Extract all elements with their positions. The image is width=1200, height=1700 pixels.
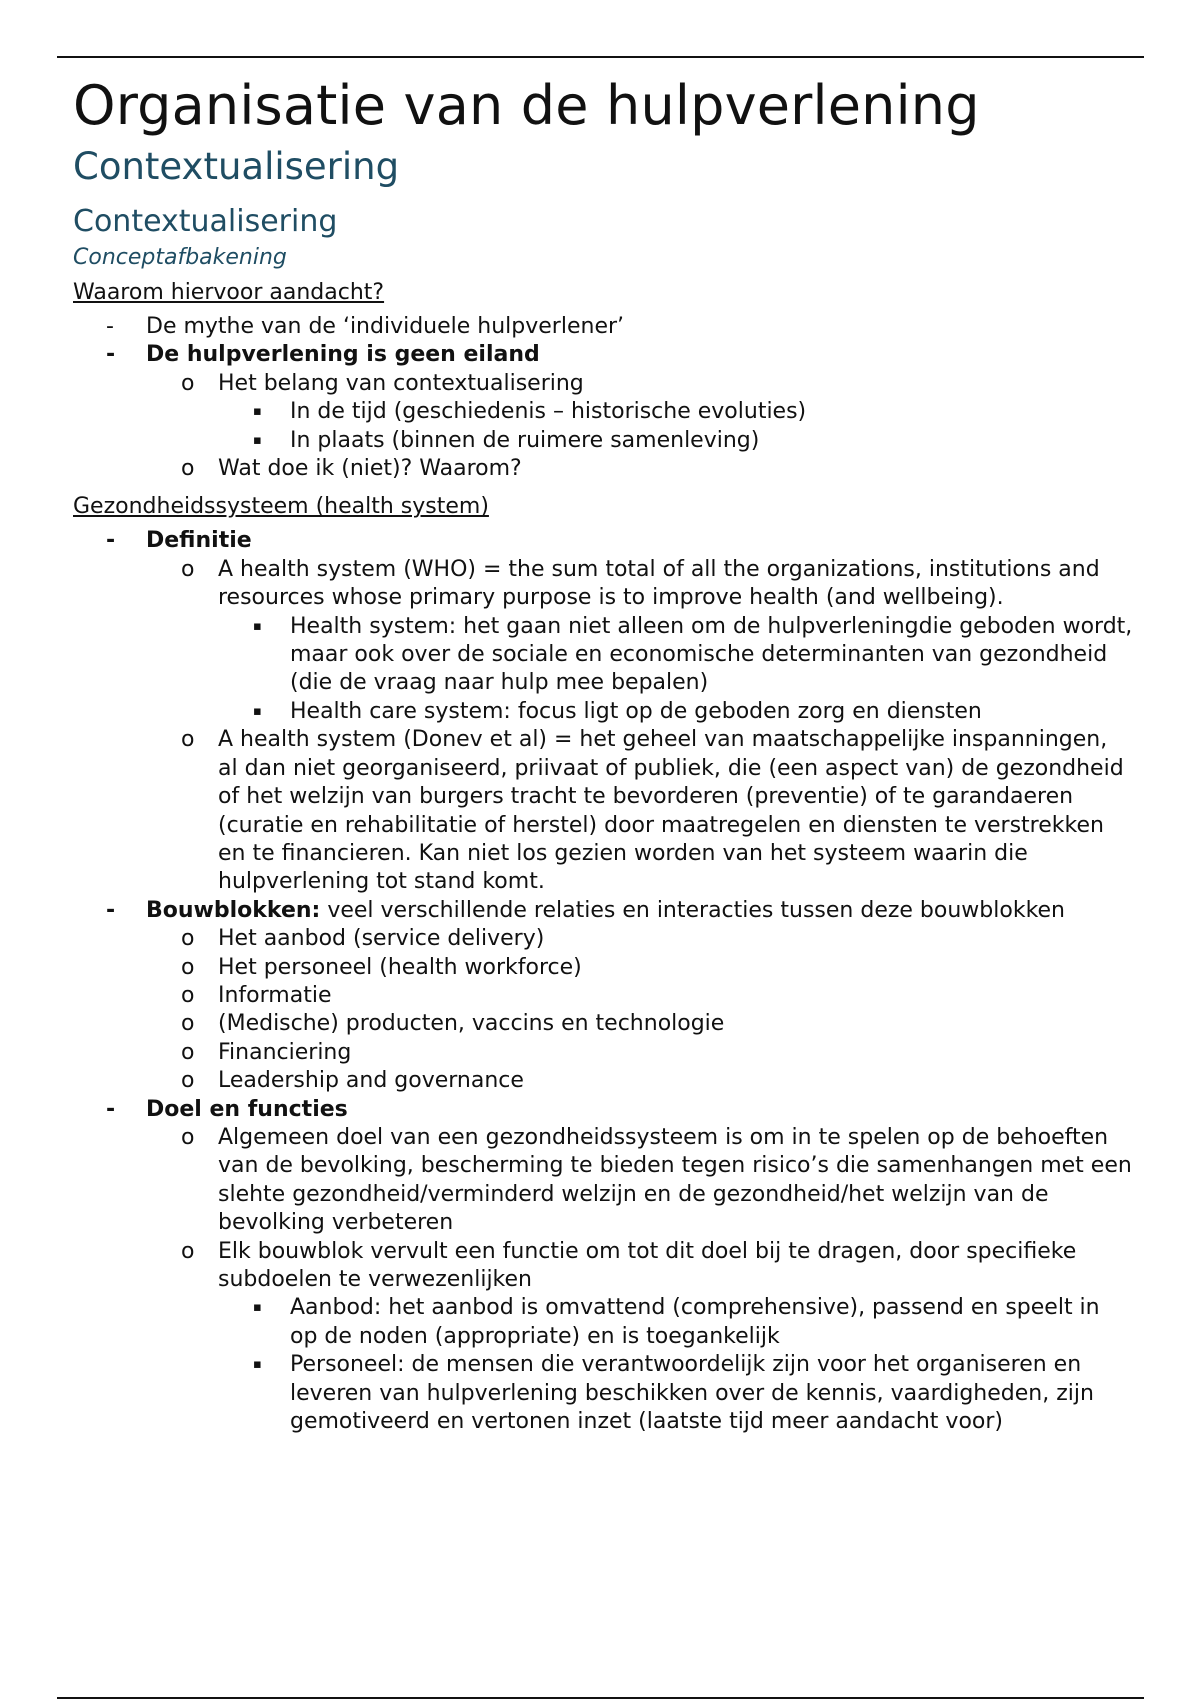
heading-1: Contextualisering: [73, 145, 400, 188]
sublist: [218, 613, 1133, 727]
list-item-text: Doel en functies: [146, 1096, 348, 1122]
circle-bullet: o: [181, 727, 195, 753]
circle-bullet: o: [181, 556, 195, 582]
sublist: [218, 398, 1133, 455]
list-item: [181, 455, 1133, 483]
list-item-text: Leadership and governance: [218, 1068, 524, 1094]
list-item: [181, 370, 1133, 455]
list-item: [106, 313, 1133, 341]
section-heading-gezondheidssysteem: Gezondheidssysteem (health system): [73, 494, 489, 520]
list-item: [181, 1238, 1133, 1437]
dash-bullet: -: [106, 314, 114, 339]
list-item-text: Elk bouwblok vervult een functie om tot dit doel bij te dragen, door specifieke subdoelen te verwezenlijken: [218, 1238, 1077, 1292]
list-item: [181, 925, 1133, 953]
sublist: [146, 556, 1133, 897]
list-item: [253, 398, 1133, 426]
circle-bullet: o: [181, 456, 195, 482]
dash-bullet: -: [106, 1096, 116, 1122]
heading-3: Conceptafbakening: [73, 245, 287, 270]
list-item-text: Personeel: de mensen die verantwoordelijk zijn voor het organiseren en leveren van hulpverlening beschikken over de kennis, vaardigheden, zijn gemotiveerd en vertonen inzet (laatste tijd meer aandacht voor): [290, 1352, 1094, 1435]
list-item-text: In de tijd (geschiedenis – historische evoluties): [290, 399, 807, 425]
document-page: [73, 70, 1133, 1436]
list-item-text: Health system: het gaan niet alleen om de hulpverleningdie geboden wordt, maar ook over de sociale en economische determinanten van gezondheid (die de vraag naar hulp mee bepalen): [290, 613, 1133, 696]
circle-bullet: o: [181, 1124, 195, 1150]
list-item-text: Het belang van contextualisering: [218, 370, 584, 396]
dash-bullet: -: [106, 342, 116, 368]
list-item: [181, 982, 1133, 1010]
list-waarom: [73, 313, 1133, 483]
sublist: [146, 1124, 1133, 1436]
square-bullet: ▪: [253, 703, 262, 719]
sublist: [218, 1294, 1133, 1436]
list-item: [253, 698, 1133, 726]
circle-bullet: o: [181, 1068, 195, 1094]
list-item: [181, 1010, 1133, 1038]
document-title: Organisatie van de hulpverlening: [73, 74, 980, 137]
list-item-text: Wat doe ik (niet)? Waarom?: [218, 456, 522, 482]
circle-bullet: o: [181, 1039, 195, 1065]
sublist: [146, 370, 1133, 484]
list-item-text: (Medische) producten, vaccins en technologie: [218, 1011, 725, 1037]
square-bullet: ▪: [253, 1357, 262, 1373]
circle-bullet: o: [181, 370, 195, 396]
square-bullet: ▪: [253, 618, 262, 634]
list-item: [181, 1124, 1133, 1238]
list-item-text: In plaats (binnen de ruimere samenleving): [290, 427, 760, 453]
list-item: [253, 1351, 1133, 1436]
list-item: [106, 897, 1133, 1096]
list-item: [181, 1067, 1133, 1095]
list-item-text: Het personeel (health workforce): [218, 954, 582, 980]
list-item: [181, 726, 1133, 896]
circle-bullet: o: [181, 982, 195, 1008]
circle-bullet: o: [181, 1011, 195, 1037]
circle-bullet: o: [181, 926, 195, 952]
list-item-text: De hulpverlening is geen eiland: [146, 342, 540, 368]
list-item-text: Financiering: [218, 1039, 352, 1065]
square-bullet: ▪: [253, 432, 262, 448]
list-item-text: A health system (WHO) = the sum total of all the organizations, institutions and resources whose primary purpose is to improve health (and wellbeing).: [218, 556, 1100, 611]
circle-bullet: o: [181, 1238, 195, 1264]
list-item: [106, 1096, 1133, 1437]
list-gezondheidssysteem: [73, 527, 1133, 1436]
list-item: [253, 613, 1133, 698]
heading-2: Contextualisering: [73, 204, 338, 239]
list-item-text: Definitie: [146, 528, 252, 554]
list-item-text: A health system (Donev et al) = het geheel van maatschappelijke inspanningen, al dan niet georganiseerd, priivaat of publiek, die (een aspect van) de gezondheid of het welzijn van burgers tracht te bevorderen (preventie) of te garandaeren (curatie en rehabilitatie of herstel) door maatregelen en diensten te verstrekken en te financieren. Kan niet los gezien worden van het systeem waarin die hulpverlening tot stand komt.: [218, 727, 1124, 895]
list-item: [181, 556, 1133, 726]
list-item-label: Bouwblokken:: [146, 897, 321, 923]
top-rule: [57, 56, 1144, 58]
dash-bullet: -: [106, 528, 116, 554]
square-bullet: ▪: [253, 404, 262, 420]
list-item: [181, 1039, 1133, 1067]
sublist-bouwblokken: [146, 925, 1133, 1095]
list-item: [106, 527, 1133, 896]
section-heading-waarom: Waarom hiervoor aandacht?: [73, 280, 385, 305]
list-item-text: Health care system: focus ligt op de geboden zorg en diensten: [290, 698, 982, 724]
list-item-text: Algemeen doel van een gezondheidssysteem is om in te spelen op de behoeften van de bevolking, bescherming te bieden tegen risico’s die samenhangen met een slehte gezondheid/verminderd welzijn en de gezondheid/het welzijn van de bevolking verbeteren: [218, 1124, 1132, 1236]
list-item-text: De mythe van de ‘individuele hulpverlener’: [146, 314, 625, 339]
bottom-rule: [57, 1697, 1144, 1699]
list-item-text: Informatie: [218, 982, 332, 1008]
list-item-text: Het aanbod (service delivery): [218, 926, 545, 952]
list-item: [106, 341, 1133, 483]
square-bullet: ▪: [253, 1300, 262, 1316]
list-item-text: veel verschillende relaties en interacties tussen deze bouwblokken: [320, 897, 1065, 923]
circle-bullet: o: [181, 954, 195, 980]
list-item: [181, 954, 1133, 982]
list-item: [253, 427, 1133, 455]
dash-bullet: -: [106, 897, 116, 923]
list-item-text: Aanbod: het aanbod is omvattend (comprehensive), passend en speelt in op de noden (appropriate) en is toegankelijk: [290, 1295, 1100, 1349]
list-item: [253, 1294, 1133, 1351]
